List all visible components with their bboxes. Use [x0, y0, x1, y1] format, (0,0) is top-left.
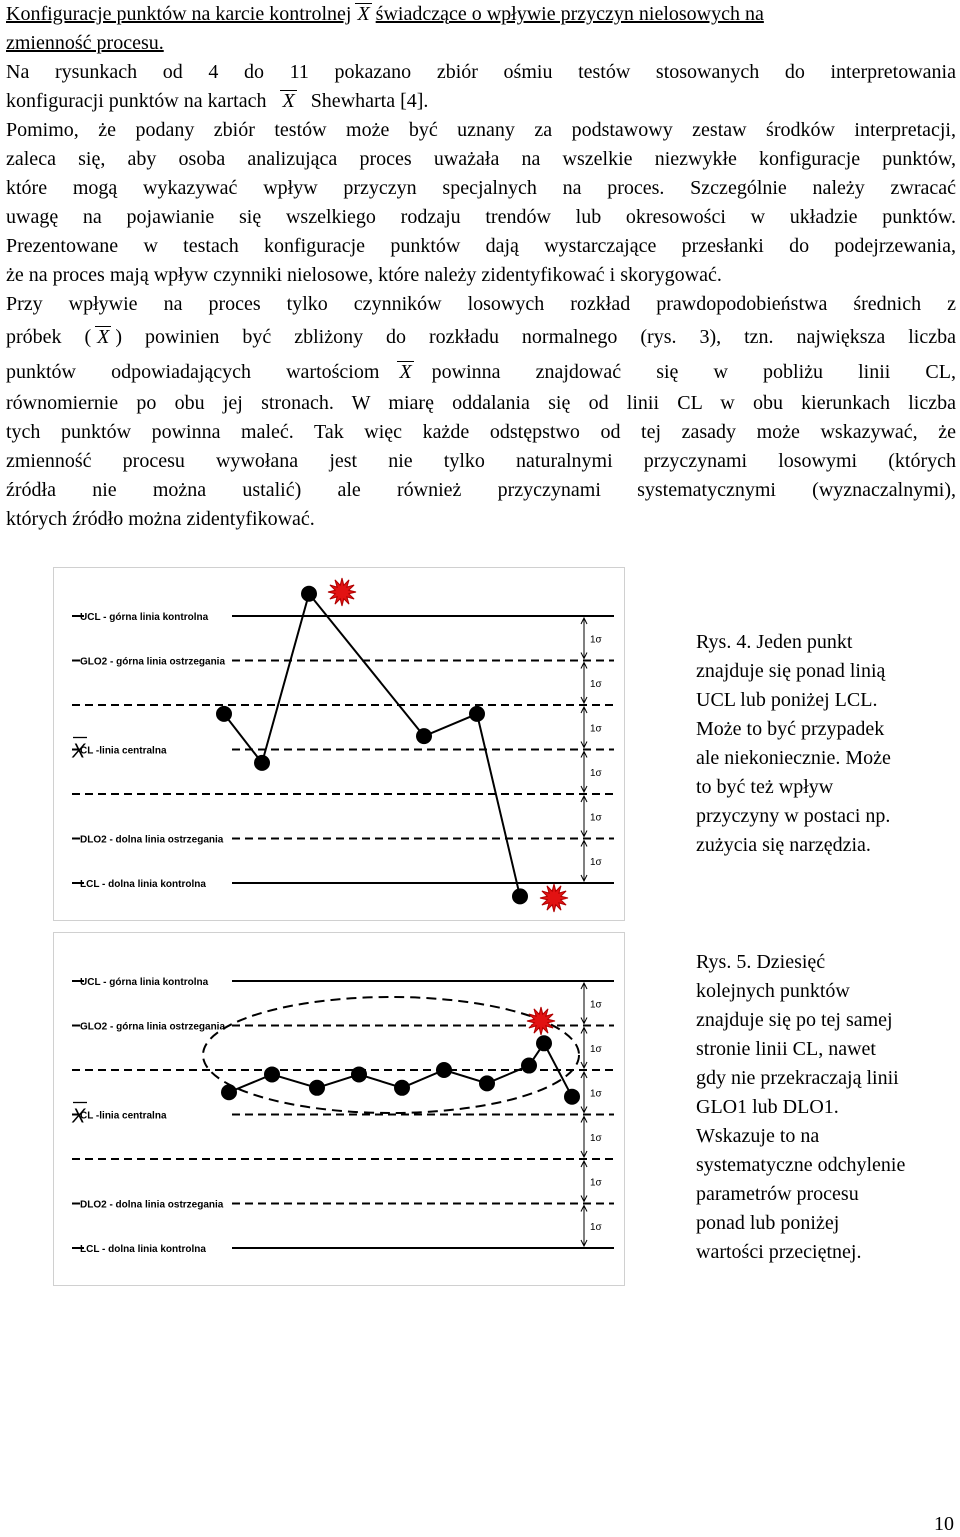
caption-line: Wskazuje to na: [696, 1125, 820, 1147]
para1-line: Prezentowane w testach konfiguracje punktów dają wystarczające przesłanki do podejrzewania,: [6, 235, 956, 257]
caption-line: wartości przeciętnej.: [696, 1241, 862, 1263]
heading-part2: świadczące o wpływie przyczyn nielosowych na: [375, 3, 764, 25]
data-point: [521, 1058, 537, 1074]
figure-5-caption: [696, 948, 958, 1267]
control-line-label: GLO2 - górna linia ostrzegania: [80, 1021, 226, 1033]
sigma-label: 1σ: [590, 767, 602, 779]
data-point: [309, 1080, 325, 1096]
para2-line: [6, 319, 956, 356]
control-line-label: UCL - górna linia kontrolna: [80, 977, 209, 988]
control-line-label: LCL - dolna linia kontrolna: [80, 1244, 206, 1255]
xbar-symbol: X: [282, 90, 295, 112]
caption-line: ponad lub poniżej: [696, 1212, 840, 1234]
data-point: [536, 1035, 552, 1051]
caption-line: znajduje się po tej samej: [696, 1009, 893, 1031]
caption-line: zużycia się narzędzia.: [696, 834, 871, 856]
sigma-label: 1σ: [590, 1177, 602, 1189]
sigma-label: 1σ: [590, 1088, 602, 1100]
para2-line: [6, 356, 956, 389]
caption-line: stronie linii CL, nawet: [696, 1038, 876, 1060]
para2-line: Przy wpływie na proces tylko czynników losowych rozkład prawdopodobieństwa średnich z: [6, 293, 956, 315]
sigma-label: 1σ: [590, 723, 602, 735]
caption-line: kolejnych punktów: [696, 980, 850, 1002]
figure-4-caption: [696, 628, 958, 860]
sigma-label: 1σ: [590, 812, 602, 824]
control-line-label: CL -linia centralna: [80, 1110, 167, 1122]
heading-part1: Konfiguracje punktów na karcie kontrolnej: [6, 3, 352, 25]
series-line: [224, 594, 520, 897]
para1-line: że na proces mają wpływ czynniki nielosowe, które należy zidentyfikować i skorygować.: [6, 264, 722, 286]
caption-line: to być też wpływ: [696, 776, 834, 798]
data-point: [469, 706, 485, 722]
caption-line: parametrów procesu: [696, 1183, 859, 1205]
section-heading: [6, 0, 956, 58]
xbar-symbol: X: [357, 3, 370, 25]
data-point: [221, 1084, 237, 1100]
control-line-label: UCL - górna linia kontrolna: [80, 612, 209, 623]
control-line-label: DLO2 - dolna linia ostrzegania: [80, 1199, 224, 1211]
figure-4-svg: [54, 568, 624, 920]
para2-text: ) powinien być zbliżony do rozkładu normalnego (rys. 3), tzn. największa liczba: [115, 326, 956, 348]
intro-paragraph: [6, 58, 956, 116]
data-point: [254, 755, 270, 771]
intro-line: [6, 87, 956, 116]
para1-line: uwagę na pojawianie się wszelkiego rodzaju trendów lub okresowości w układzie punktów.: [6, 206, 956, 228]
sigma-label: 1σ: [590, 856, 602, 868]
para2-line: których źródło można zidentyfikować.: [6, 508, 315, 530]
alarm-star-icon: [527, 1007, 555, 1035]
sigma-label: 1σ: [590, 999, 602, 1011]
para2-text: powinna znajdować się w pobliżu linii CL,: [431, 361, 956, 383]
para2-line: źródła nie można ustalić) ale również przyczynami systematycznymi (wyznaczalnymi),: [6, 479, 956, 501]
paragraph-2: [6, 290, 956, 534]
sigma-label: 1σ: [590, 1221, 602, 1233]
caption-line: znajduje się ponad linią: [696, 660, 886, 682]
data-point: [301, 586, 317, 602]
data-point: [564, 1089, 580, 1105]
para1-line: zaleca się, aby osoba analizująca proces uważała na wszelkie niezwykłe konfiguracje punktów,: [6, 148, 956, 170]
figure-5-control-chart: [53, 932, 625, 1286]
xbar-symbol: X: [72, 740, 86, 763]
alarm-star-icon: [540, 884, 568, 912]
caption-line: gdy nie przekraczają linii: [696, 1067, 899, 1089]
intro-line: Na rysunkach od 4 do 11 pokazano zbiór ośmiu testów stosowanych do interpretowania: [6, 61, 956, 83]
caption-line: Rys. 5. Dziesięć: [696, 951, 826, 973]
caption-line: GLO1 lub DLO1.: [696, 1096, 839, 1118]
intro-text: konfiguracji punktów na kartach: [6, 90, 267, 112]
control-line-label: DLO2 - dolna linia ostrzegania: [80, 834, 224, 846]
heading-part3: zmienność procesu.: [6, 32, 164, 54]
caption-line: przyczyny w postaci np.: [696, 805, 891, 827]
xbar-symbol: X: [72, 1105, 86, 1128]
caption-line: Może to być przypadek: [696, 718, 885, 740]
data-point: [479, 1075, 495, 1091]
para2-line: równomiernie po obu jej stronach. W miarę oddalania się od linii CL w obu kierunkach liczba: [6, 392, 956, 414]
caption-line: systematyczne odchylenie: [696, 1154, 906, 1176]
xbar-symbol: X: [97, 326, 110, 348]
caption-line: UCL lub poniżej LCL.: [696, 689, 878, 711]
data-point: [264, 1066, 280, 1082]
para1-line: które mogą wykazywać wpływ przyczyn specjalnych na proces. Szczególnie należy zwracać: [6, 177, 956, 199]
control-line-label: LCL - dolna linia kontrolna: [80, 879, 206, 890]
data-point: [351, 1066, 367, 1082]
intro-text: Shewharta [4].: [310, 90, 429, 112]
data-point: [216, 706, 232, 722]
para2-text: punktów odpowiadających wartościom: [6, 361, 380, 383]
para2-line: tych punktów powinna maleć. Tak więc każde odstępstwo od tej zasady może wskazywać, że: [6, 421, 956, 443]
data-point: [416, 728, 432, 744]
data-point: [394, 1080, 410, 1096]
figure-4-control-chart: [53, 567, 625, 921]
paragraph-1: [6, 116, 956, 290]
control-line-label: GLO2 - górna linia ostrzegania: [80, 656, 226, 668]
para1-line: Pomimo, że podany zbiór testów może być uznany za podstawowy zestaw środków interpretacji,: [6, 119, 956, 141]
para2-line: zmienność procesu wywołana jest nie tylko naturalnymi przyczynami losowymi (których: [6, 450, 956, 472]
data-point: [436, 1062, 452, 1078]
page-number: 10: [934, 1513, 954, 1535]
sigma-label: 1σ: [590, 1043, 602, 1055]
figure-5-svg: [54, 933, 624, 1285]
para2-text: próbek (: [6, 326, 92, 348]
control-line-label: CL -linia centralna: [80, 745, 167, 757]
sigma-label: 1σ: [590, 634, 602, 646]
caption-line: ale niekoniecznie. Może: [696, 747, 891, 769]
caption-line: Rys. 4. Jeden punkt: [696, 631, 853, 653]
sigma-label: 1σ: [590, 678, 602, 690]
alarm-star-icon: [328, 578, 356, 606]
sigma-label: 1σ: [590, 1132, 602, 1144]
data-point: [512, 888, 528, 904]
xbar-symbol: X: [399, 361, 412, 383]
highlight-ellipse: [203, 997, 579, 1113]
